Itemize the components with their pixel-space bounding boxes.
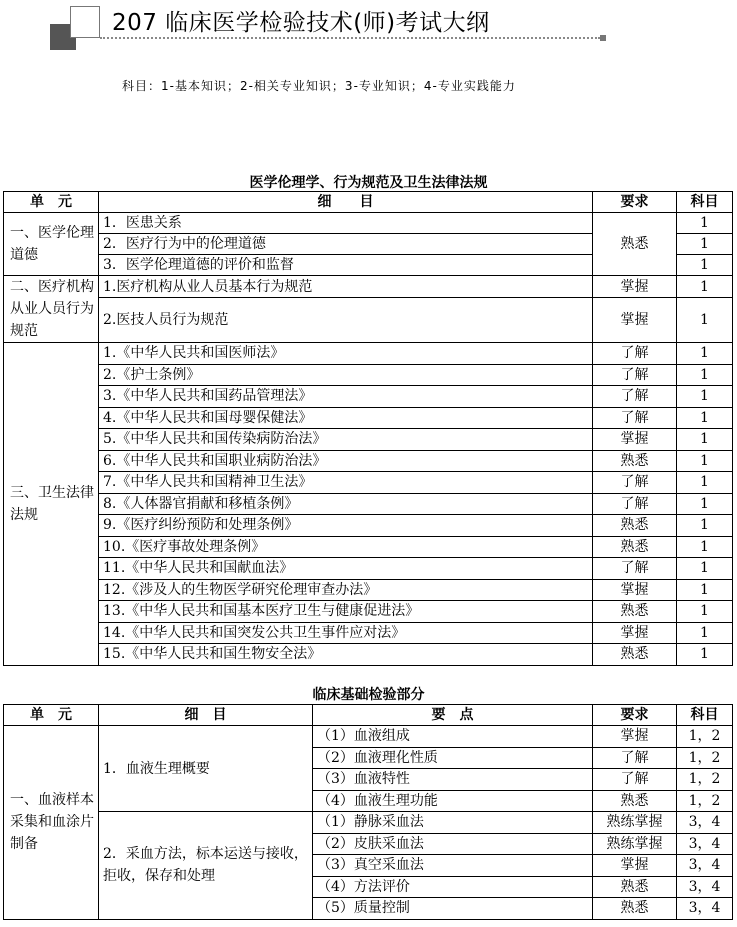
requirement-cell: 了解 — [593, 558, 677, 580]
requirement-cell: 熟练掌握 — [593, 812, 677, 834]
section2-table — [3, 704, 733, 920]
table-row — [4, 601, 733, 623]
item-cell: 2．医疗行为中的伦理道德 — [99, 234, 593, 255]
requirement-cell: 了解 — [593, 747, 677, 769]
table-row — [4, 644, 733, 666]
subject-cell: 1 — [677, 429, 733, 451]
section1-header-row — [4, 192, 733, 213]
subject-cell: 3，4 — [677, 876, 733, 898]
requirement-cell: 了解 — [593, 407, 677, 429]
requirement-cell: 熟悉 — [593, 644, 677, 666]
subject-cell: 1 — [677, 343, 733, 365]
requirement-cell: 掌握 — [593, 726, 677, 748]
requirement-cell: 熟悉 — [593, 536, 677, 558]
requirement-cell: 熟悉 — [593, 876, 677, 898]
col-subject: 科目 — [677, 192, 733, 213]
item-cell: 11.《中华人民共和国献血法》 — [99, 558, 593, 580]
item-cell: 1．血液生理概要 — [99, 726, 313, 812]
point-cell: （4）血液生理功能 — [313, 790, 593, 812]
requirement-cell: 掌握 — [593, 579, 677, 601]
subject-cell: 1 — [677, 255, 733, 276]
subject-cell: 3，4 — [677, 855, 733, 877]
point-cell: （2）血液理化性质 — [313, 747, 593, 769]
point-cell: （2）皮肤采血法 — [313, 833, 593, 855]
requirement-cell: 了解 — [593, 769, 677, 791]
col-unit: 单 元 — [4, 705, 99, 726]
table-row — [4, 579, 733, 601]
title-underline — [100, 37, 600, 39]
requirement-cell: 了解 — [593, 364, 677, 386]
subject-cell: 1 — [677, 579, 733, 601]
requirement-cell: 掌握 — [593, 298, 677, 343]
point-cell: （1）静脉采血法 — [313, 812, 593, 834]
subject-cell: 1，2 — [677, 747, 733, 769]
subject-cell: 1 — [677, 276, 733, 298]
item-cell: 3.《中华人民共和国药品管理法》 — [99, 386, 593, 408]
table-row — [4, 276, 733, 298]
subject-cell: 1 — [677, 364, 733, 386]
requirement-cell: 熟悉 — [593, 515, 677, 537]
item-cell: 12.《涉及人的生物医学研究伦理审查办法》 — [99, 579, 593, 601]
table-row — [4, 536, 733, 558]
col-subject: 科目 — [677, 705, 733, 726]
col-point: 要 点 — [313, 705, 593, 726]
item-cell: 5.《中华人民共和国传染病防治法》 — [99, 429, 593, 451]
subject-cell: 1 — [677, 536, 733, 558]
subject-cell: 1 — [677, 515, 733, 537]
item-cell: 6.《中华人民共和国职业病防治法》 — [99, 450, 593, 472]
item-cell: 1.《中华人民共和国医师法》 — [99, 343, 593, 365]
requirement-cell: 了解 — [593, 343, 677, 365]
requirement-cell: 了解 — [593, 386, 677, 408]
item-cell: 2.医技人员行为规范 — [99, 298, 593, 343]
table-row — [4, 386, 733, 408]
item-cell: 2．采血方法，标本运送与接收，拒收，保存和处理 — [99, 812, 313, 920]
requirement-cell: 熟悉 — [593, 450, 677, 472]
section2-caption: 临床基础检验部分 — [312, 687, 425, 703]
col-item: 细 目 — [99, 192, 593, 213]
item-cell: 1.医疗机构从业人员基本行为规范 — [99, 276, 593, 298]
subject-cell: 1 — [677, 407, 733, 429]
item-cell: 15.《中华人民共和国生物安全法》 — [99, 644, 593, 666]
subject-cell: 1 — [677, 558, 733, 580]
col-requirement: 要求 — [593, 192, 677, 213]
table-row — [4, 450, 733, 472]
unit-cell: 二、医疗机构从业人员行为规范 — [4, 276, 99, 343]
requirement-cell: 了解 — [593, 472, 677, 494]
item-cell: 7.《中华人民共和国精神卫生法》 — [99, 472, 593, 494]
table-row — [4, 726, 733, 748]
subject-cell: 3，4 — [677, 812, 733, 834]
item-cell: 9.《医疗纠纷预防和处理条例》 — [99, 515, 593, 537]
table-row — [4, 622, 733, 644]
page-header — [0, 0, 737, 60]
item-cell: 1．医患关系 — [99, 213, 593, 234]
table-row — [4, 407, 733, 429]
subject-cell: 1 — [677, 450, 733, 472]
unit-cell: 一、血液样本采集和血涂片制备 — [4, 726, 99, 920]
requirement-cell: 掌握 — [593, 276, 677, 298]
item-cell: 13.《中华人民共和国基本医疗卫生与健康促进法》 — [99, 601, 593, 623]
requirement-cell: 熟悉 — [593, 601, 677, 623]
col-requirement: 要求 — [593, 705, 677, 726]
col-item: 细 目 — [99, 705, 313, 726]
requirement-cell: 了解 — [593, 493, 677, 515]
subject-cell: 1 — [677, 213, 733, 234]
item-cell: 2.《护士条例》 — [99, 364, 593, 386]
item-cell: 4.《中华人民共和国母婴保健法》 — [99, 407, 593, 429]
item-cell: 10.《医疗事故处理条例》 — [99, 536, 593, 558]
point-cell: （3）真空采血法 — [313, 855, 593, 877]
requirement-cell: 掌握 — [593, 622, 677, 644]
subject-cell: 1，2 — [677, 790, 733, 812]
requirement-cell: 熟悉 — [593, 790, 677, 812]
section1-caption: 医学伦理学、行为规范及卫生法律法规 — [249, 175, 488, 191]
table-row — [4, 213, 733, 234]
subject-cell: 1 — [677, 234, 733, 255]
col-unit: 单 元 — [4, 192, 99, 213]
subject-cell: 1，2 — [677, 726, 733, 748]
table-row — [4, 298, 733, 343]
subject-cell: 3，4 — [677, 833, 733, 855]
point-cell: （5）质量控制 — [313, 898, 593, 920]
subject-legend: 科目：1-基本知识；2-相关专业知识；3-专业知识；4-专业实践能力 — [122, 79, 516, 93]
point-cell: （3）血液特性 — [313, 769, 593, 791]
table-row — [4, 472, 733, 494]
title-underline-end — [600, 35, 606, 41]
section2-header-row — [4, 705, 733, 726]
subject-cell: 1 — [677, 493, 733, 515]
page-title: 207 临床医学检验技术(师)考试大纲 — [112, 10, 490, 36]
requirement-cell: 熟悉 — [593, 898, 677, 920]
requirement-cell: 掌握 — [593, 855, 677, 877]
subject-cell: 1 — [677, 601, 733, 623]
table-row — [4, 429, 733, 451]
table-row — [4, 812, 733, 834]
subject-cell: 1 — [677, 386, 733, 408]
subject-cell: 1 — [677, 472, 733, 494]
table-row — [4, 493, 733, 515]
unit-cell: 一、医学伦理道德 — [4, 213, 99, 276]
subject-cell: 3，4 — [677, 898, 733, 920]
table-row — [4, 558, 733, 580]
point-cell: （1）血液组成 — [313, 726, 593, 748]
table-row — [4, 515, 733, 537]
requirement-cell: 掌握 — [593, 429, 677, 451]
subject-cell: 1 — [677, 622, 733, 644]
item-cell: 14.《中华人民共和国突发公共卫生事件应对法》 — [99, 622, 593, 644]
point-cell: （4）方法评价 — [313, 876, 593, 898]
table-row — [4, 343, 733, 365]
subject-cell: 1，2 — [677, 769, 733, 791]
subject-cell: 1 — [677, 644, 733, 666]
decorative-outline-square-icon — [70, 6, 100, 38]
subject-cell: 1 — [677, 298, 733, 343]
table-row — [4, 364, 733, 386]
requirement-cell: 熟悉 — [593, 213, 677, 276]
item-cell: 3．医学伦理道德的评价和监督 — [99, 255, 593, 276]
item-cell: 8.《人体器官捐献和移植条例》 — [99, 493, 593, 515]
requirement-cell: 熟练掌握 — [593, 833, 677, 855]
section1-table — [3, 191, 733, 666]
unit-cell: 三、卫生法律法规 — [4, 343, 99, 666]
